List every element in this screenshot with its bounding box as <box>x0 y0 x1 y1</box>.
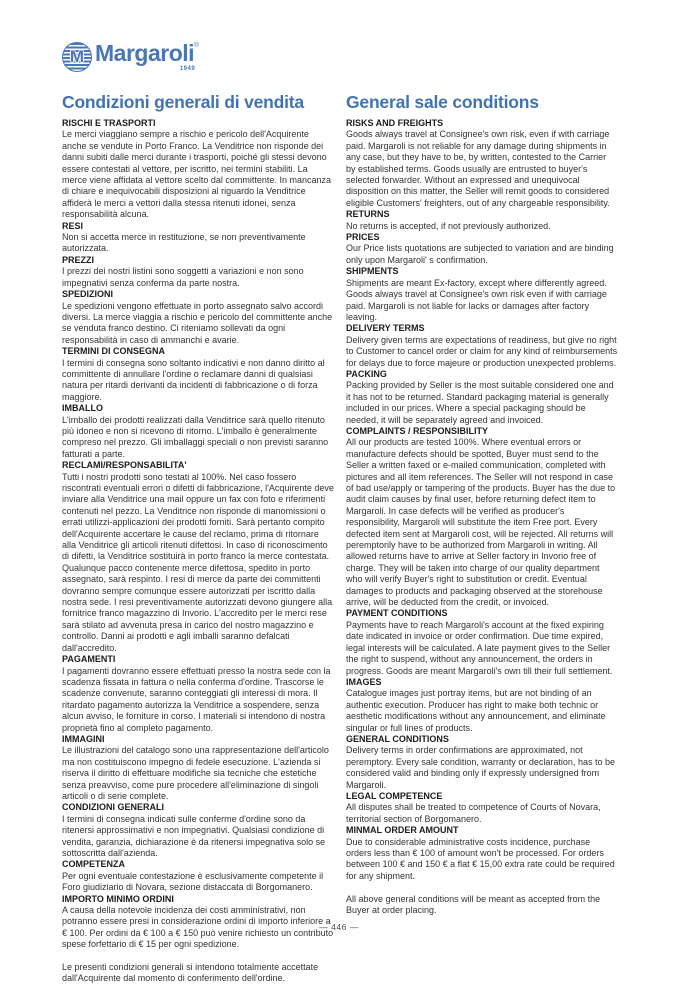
margaroli-logo-icon <box>62 42 92 72</box>
two-column-layout <box>62 92 617 985</box>
section-body: Due to considerable administrative costs incidence, purchase orders less than € 100 of amount won't be processed. For orders between 100 € and 150 € a flat € 15,00 extra rate could be required for any shipment. <box>346 836 615 881</box>
title-italian: Condizioni generali di vendita <box>62 92 304 112</box>
section-heading: RECLAMI/RESPONSABILITA' <box>62 460 187 471</box>
column-italian <box>62 92 334 985</box>
title-english: General sale conditions <box>346 92 539 112</box>
section-body: I termini di consegna sono soltanto indicativi e non danno diritto al committente di annullare l'ordine o reclamare danni di qualsiasi natura per ritardi derivanti da incidenti di fabbricazione o di forza maggiore. <box>62 357 325 402</box>
section-heading: PREZZI <box>62 254 95 265</box>
section-body: Tutti i nostri prodotti sono testati al 100%. Nel caso fossero riscontrati eventuali errori o difetti di fabbricazione, l'Acquirente deve inviare alla Venditrice una mail oppure un fax con foto e riferimenti contenuti nel pezzo. La Venditrice non risponde di manomissioni o errati utilizzi-applicazioni dei prodotti forniti. Sarà pertanto compito dell'Acquirente accertare le cause del reclamo, prima di ritornare alla Venditrice gli articoli ritenuti difettosi. In caso di riconoscimento di difetti, la Venditrice sostituirà in porto franco la merce contestata. Qualunque pacco contenente merce difettosa, spedito in porto assegnato, sarà respinto. I resi di merce da parte dei committenti dovranno sempre comunque essere autorizzati per iscritto dalla nostra sede. I resi preventivamente autorizzati devono giungere alla fornitrice franco magazzino di Invorio. L'accredito per le merci rese sarà stilato ad avvenuta presa in carico del nostro magazzino e controllo. Danni ai prodotti e agli imballi saranno defalcati dall'accredito. <box>62 471 334 653</box>
section-body: Non si accetta merce in restituzione, se non preventivamente autorizzata. <box>62 232 306 254</box>
section-heading: CONDIZIONI GENERALI <box>62 802 165 813</box>
section-heading: COMPETENZA <box>62 859 125 870</box>
section-body: A causa della notevole incidenza dei costi amministrativi, non potranno essere presi in considerazione ordini di importo inferiore a € 100. Per ordini da € 100 a € 150 può venire richiesto un contributo spese forfettario di € 15 per ogni spedizione. <box>62 905 334 950</box>
closing-paragraph-english: All above general conditions will be meant as accepted from the Buyer at order placing. <box>346 893 601 916</box>
section-heading: IMBALLO <box>62 403 103 414</box>
section-heading: RETURNS <box>346 209 390 220</box>
logo-monogram: M <box>69 47 85 66</box>
section-body: L'imballo dei prodotti realizzati dalla Venditrice sarà quello ritenuto più idoneo e non si ricevono di ritorno. L'imballo è generalmente compreso nel prezzo. Gli imballaggi speciali o non previsti saranno fatturati a parte. <box>62 414 329 459</box>
section-heading: RISCHI E TRASPORTI <box>62 118 156 128</box>
section-heading: RESI <box>62 220 84 231</box>
section-body: I termini di consegna indicati sulle conferme d'ordine sono da ritenersi approssimativi e non impegnativi. Qualsiasi condizione di vendita, garanzia, dichiarazione è da ritenersi impegnativa solo se sottoscritta dall'azienda. <box>62 813 326 858</box>
section-heading: RISKS AND FREIGHTS <box>346 118 444 128</box>
section-heading: DELIVERY TERMS <box>346 323 425 334</box>
column-english <box>346 92 618 985</box>
section-body: Goods always travel at Consignee's own risk, even if with carriage paid. Margaroli is not reliable for any damage during shipments in any case, but they have to be, by written, contested to the Carrier by established terms. Goods usually are entrusted to buyer's selected forwarder. Without an expressed and unequivocal disposition on this matter, the Seller will remit goods to considered eligible Customers' freighters, out of any chargeable responsibility. <box>346 129 610 208</box>
section-heading: IMPORTO MINIMO ORDINI <box>62 893 174 904</box>
section-body: Payments have to reach Margaroli's account at the fixed expiring date indicated in invoice or order confirmation. Due time expired, legal interests will be calculated. A late payment gives to the Seller the right to suspend, without any announcement, the orders in progress. Goods are meant Margaroli's own till their full settlement. <box>346 619 613 676</box>
closing-paragraph-italian: Le presenti condizioni generali si intendono totalmente accettate dall'Acquirente dal momento di conferimento dell'ordine. <box>62 962 319 984</box>
section-heading: SPEDIZIONI <box>62 289 114 300</box>
section-heading: PAGAMENTI <box>62 654 116 665</box>
section-body: All disputes shall be treated to competence of Courts of Novara, territorial section of Borgomanero. <box>346 802 601 824</box>
section-body: Delivery terms in order confirmations are approximated, not peremptory. Every sale condition, warranty or declaration, has to be considered valid and binding only if expressly undersigned from Margaroli. <box>346 745 615 790</box>
section-body: No returns is accepted, if not previously authorized. <box>346 220 551 231</box>
section-heading: TERMINI DI CONSEGNA <box>62 346 166 357</box>
section-body: Per ogni eventuale contestazione è esclusivamente competente il Foro giudiziario di Novara, sezione distaccata di Borgomanero. <box>62 870 324 893</box>
logo-text <box>95 40 200 72</box>
section-heading: IMAGES <box>346 676 382 687</box>
section-heading: IMMAGINI <box>62 733 105 744</box>
logo-brand-name: Margaroli <box>95 40 195 66</box>
section-body: I pagamenti dovranno essere effettuati presso la nostra sede con la scadenza fissata in fattura o nella conferma d'ordine. Trascorse le scadenze convenute, saranno conteggiati gli interessi di mora. Il ritardato pagamento autorizza la Venditrice a sospendere, senza alcun avviso, le forniture in corso. I materiali si intendono di nostra proprietà fino al completo pagamento. <box>62 665 331 733</box>
section-body: Le illustrazioni del catalogo sono una rappresentazione dell'articolo ma non costituiscono impegno di fedele esecuzione. L'azienda si riserva il diritto di effettuare modifiche sia tecniche che estetiche senza preavviso, come pure procedere all'eliminazione di singoli articoli o di serie complete. <box>62 745 329 801</box>
section-heading: PACKING <box>346 368 387 379</box>
logo-year: 1949 <box>179 66 196 72</box>
page-number: — 446 — <box>319 922 359 932</box>
section-heading: SHIPMENTS <box>346 266 399 277</box>
section-body: Shipments are meant Ex-factory, except where differently agreed. Goods always travel at Consignee's own risk even if with carriage paid. Margaroli is not liable for lacks or damages after factory leaving. <box>346 277 607 322</box>
margaroli-logo <box>62 42 617 82</box>
sections-english <box>346 118 618 882</box>
section-body: Catalogue images just portray items, but are not binding of an authentic execution. Producer has right to make both technic or aesthetic modifications without any announcement, and eliminate singular or full lines of products. <box>346 688 606 733</box>
section-body: Le merci viaggiano sempre a rischio e pericolo dell'Acquirente anche se vendute in Porto Franco. La Venditrice non risponde dei danni subiti dalle merci durante i trasporti, poiché gli stessi devono essere contestati al vettore, per iscritto, nei termini stabiliti. La merce viene affidata al vettore scelto dal committente. In mancanza di chiare e inequivocabili disposizioni al riguardo la Venditrice affiderà le merci a vettori dalla stessa ritenuti idonei, senza responsabilità alcuna. <box>62 129 331 220</box>
section-body: All our products are tested 100%. Where eventual errors or manufacture defects should be spotted, Buyer must send to the Seller a written faxed or e-mailed communication, completed with pictures and all item references. The Seller will not respond in case of bad use/apply or tampering of the products. Buyer has the due to audit claim causes by final user, before returning defect item to Margaroli. In case defects will be verified as producer's responsibility, Margaroli will substitute the item Free port. Every defected item sent at Margaroli cost, will be rejected. All returns will peremptorily have to be authorized from Margaroli in writing. All allowed returns have to arrive at Seller factory in Invorio free of charge. They will be taken into charge of our quality department who will verify Buyer's right to substitution or credit. Eventual damages to products and packaging observed at the storehouse arrive, will be deducted from the credit, or invoiced. <box>346 437 616 608</box>
sections-italian <box>62 118 334 951</box>
section-body: I prezzi dei nostri listini sono soggetti a variazioni e non sono impegnativi senza conferma da parte nostra. <box>62 266 304 288</box>
section-heading: PAYMENT CONDITIONS <box>346 608 448 619</box>
section-heading: GENERAL CONDITIONS <box>346 733 449 744</box>
section-body: Our Price lists quotations are subjected to variation and are binding only upon Margaroli' s confirmation. <box>346 243 614 265</box>
section-heading: COMPLAINTS / RESPONSIBILITY <box>346 425 489 436</box>
section-heading: LEGAL COMPETENCE <box>346 790 443 801</box>
section-heading: PRICES <box>346 232 380 243</box>
section-body: Packing provided by Seller is the most suitable considered one and it has not to be returned. Standard packaging material is generally included in our prices. Where a special packaging should be needed, it will be separately agreed and invoiced. <box>346 380 614 425</box>
section-body: Delivery given terms are expectations of readiness, but give no right to Customer to cancel order or claim for any kind of reimbursements for delays due to force majeure or production unexpected problems. <box>346 334 618 368</box>
section-body: Le spedizioni vengono effettuate in porto assegnato salvo accordi diversi. La merce viaggia a rischio e pericolo del committente anche se venduta franco destino. Ci riteniamo sollevati da ogni responsabilità in caso di ammanchi e avarie. <box>62 300 333 345</box>
logo-trademark: ® <box>194 42 200 49</box>
section-heading: MINMAL ORDER AMOUNT <box>346 825 459 836</box>
